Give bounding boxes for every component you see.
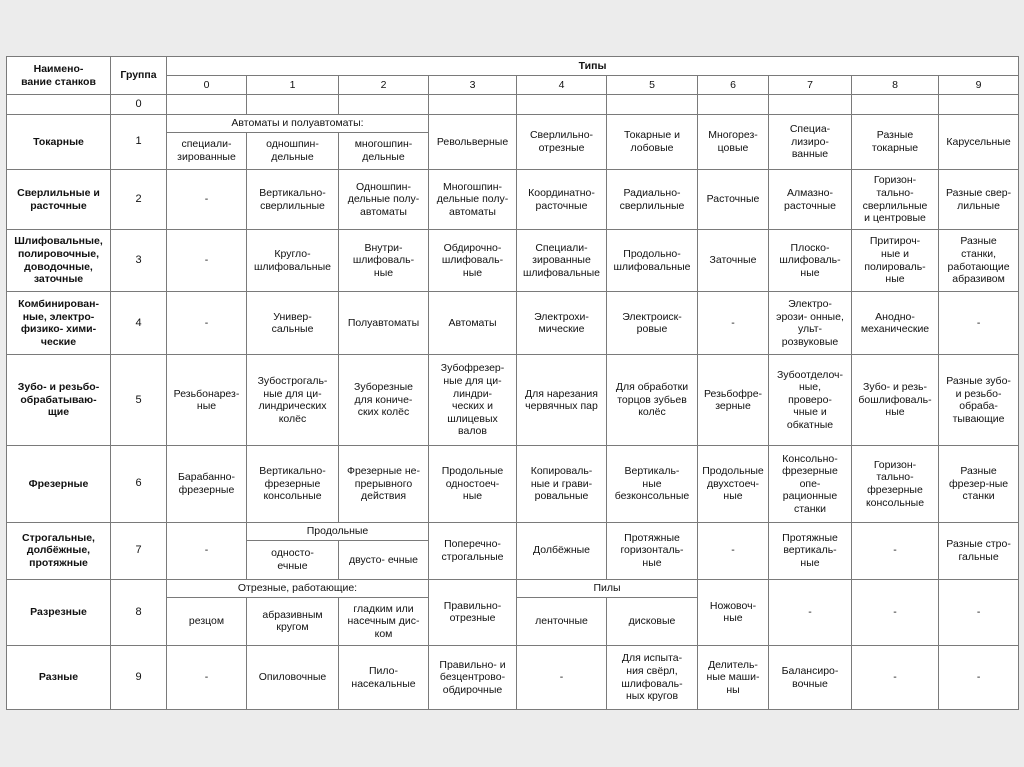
type-cell: Сверлильно- отрезные (517, 114, 607, 170)
type-cell: Разные стро- гальные (939, 522, 1019, 579)
type-cell: Кругло- шлифовальные (247, 229, 339, 292)
row-name: Зубо- и резьбо- обрабатываю- щие (7, 355, 111, 446)
type-cell: Для испыта- ния свёрл, шлифоваль- ных кругов (607, 646, 698, 710)
type-cell: - (939, 579, 1019, 646)
type-cell: Протяжные горизонталь- ные (607, 522, 698, 579)
row-name: Сверлильные и расточные (7, 170, 111, 230)
type-cell: Притироч- ные и полироваль- ные (852, 229, 939, 292)
type-cell: Автоматы (429, 292, 517, 355)
type-cell: Плоско- шлифоваль- ные (769, 229, 852, 292)
type-cell: Правильно- и безцентрово- обдирочные (429, 646, 517, 710)
type-cell: Зубофрезер- ные для ци- линдри- ческих и шлицевых валов (429, 355, 517, 446)
type-cell: Электрохи- мические (517, 292, 607, 355)
machine-classification-table (6, 56, 1019, 710)
type-cell: Алмазно- расточные (769, 170, 852, 230)
type-cell: Продольно- шлифовальные (607, 229, 698, 292)
span-label: Продольные (247, 522, 429, 540)
type-cell: Фрезерные не- прерывного действия (339, 446, 429, 523)
type-cell: Разные фрезер-ные станки (939, 446, 1019, 523)
span-label: Отрезные, работающие: (167, 579, 429, 597)
header-types: Типы (167, 57, 1019, 76)
type-cell: Разные токарные (852, 114, 939, 170)
type-cell: - (939, 292, 1019, 355)
type-cell: ленточные (517, 597, 607, 646)
row-name: Разрезные (7, 579, 111, 646)
type-cell: одношпин- дельные (247, 132, 339, 169)
type-cell: Вертикально- сверлильные (247, 170, 339, 230)
type-cell: Поперечно- строгальные (429, 522, 517, 579)
type-cell: Пило- насекальные (339, 646, 429, 710)
type-cell: Протяжные вертикаль- ные (769, 522, 852, 579)
type-cell: - (167, 229, 247, 292)
type-cell: Продольные одностоеч- ные (429, 446, 517, 523)
type-cell: - (852, 646, 939, 710)
empty-cell (167, 95, 247, 114)
type-cell: Ножовоч- ные (698, 579, 769, 646)
span-label: Автоматы и полуавтоматы: (167, 114, 429, 132)
type-cell: Зубострогаль- ные для ци- линдрических колёс (247, 355, 339, 446)
type-number: 2 (339, 76, 429, 95)
type-cell: Делитель- ные маши- ны (698, 646, 769, 710)
row-name: Разные (7, 646, 111, 710)
empty-cell (852, 95, 939, 114)
type-cell: односто- ечные (247, 541, 339, 579)
type-cell: Внутри- шлифоваль- ные (339, 229, 429, 292)
type-cell: Специа- лизиро- ванные (769, 114, 852, 170)
type-cell: многошпин- дельные (339, 132, 429, 169)
header-name-col: Наимено- вание станков (7, 57, 111, 95)
type-cell: Разные зубо- и резьбо- обраба- тывающие (939, 355, 1019, 446)
type-cell: - (167, 646, 247, 710)
row-group: 4 (111, 292, 167, 355)
type-cell: Обдирочно- шлифоваль- ные (429, 229, 517, 292)
type-cell: Многорез- цовые (698, 114, 769, 170)
type-cell: - (517, 646, 607, 710)
type-cell: - (852, 522, 939, 579)
empty-cell (517, 95, 607, 114)
type-cell: Электроиск- ровые (607, 292, 698, 355)
type-cell: - (167, 292, 247, 355)
type-number: 7 (769, 76, 852, 95)
type-cell: Заточные (698, 229, 769, 292)
type-cell: - (167, 170, 247, 230)
row-group: 8 (111, 579, 167, 646)
type-number: 4 (517, 76, 607, 95)
type-cell: Правильно- отрезные (429, 579, 517, 646)
type-cell: - (698, 292, 769, 355)
row-group: 1 (111, 114, 167, 170)
type-cell: Вертикаль- ные безконсольные (607, 446, 698, 523)
type-cell: Специали- зированные шлифовальные (517, 229, 607, 292)
empty-cell (939, 95, 1019, 114)
type-cell: Электро- эрози- онные, ульт- розвуковые (769, 292, 852, 355)
type-cell: Карусельные (939, 114, 1019, 170)
empty-cell (607, 95, 698, 114)
type-cell: - (167, 522, 247, 579)
row-group: 5 (111, 355, 167, 446)
type-cell: Разные свер- лильные (939, 170, 1019, 230)
type-number: 8 (852, 76, 939, 95)
type-cell: Резьбонарез- ные (167, 355, 247, 446)
row-group: 2 (111, 170, 167, 230)
row-group: 3 (111, 229, 167, 292)
type-cell: Вертикально- фрезерные консольные (247, 446, 339, 523)
header-group-col: Группа (111, 57, 167, 95)
type-number: 0 (167, 76, 247, 95)
type-cell: резцом (167, 597, 247, 646)
row-group: 7 (111, 522, 167, 579)
type-cell: Токарные и лобовые (607, 114, 698, 170)
type-cell: Опиловочные (247, 646, 339, 710)
type-cell: Балансиро- вочные (769, 646, 852, 710)
type-number: 6 (698, 76, 769, 95)
type-number: 1 (247, 76, 339, 95)
type-cell: специали- зированные (167, 132, 247, 169)
row-group: 9 (111, 646, 167, 710)
type-number: 5 (607, 76, 698, 95)
type-cell: Одношпин- дельные полу- автоматы (339, 170, 429, 230)
empty-cell (698, 95, 769, 114)
type-cell: - (852, 579, 939, 646)
empty-cell (7, 95, 111, 114)
type-cell: Разные станки, работающие абразивом (939, 229, 1019, 292)
type-cell: Для нарезания червячных пар (517, 355, 607, 446)
type-cell: дисковые (607, 597, 698, 646)
type-number: 3 (429, 76, 517, 95)
group-zero: 0 (111, 95, 167, 114)
row-name: Строгальные, долбёжные, протяжные (7, 522, 111, 579)
type-cell: Зубо- и резь- бошлифоваль- ные (852, 355, 939, 446)
type-cell: Расточные (698, 170, 769, 230)
type-cell: Универ- сальные (247, 292, 339, 355)
empty-cell (339, 95, 429, 114)
type-number: 9 (939, 76, 1019, 95)
type-cell: Долбёжные (517, 522, 607, 579)
type-cell: абразивным кругом (247, 597, 339, 646)
row-name: Фрезерные (7, 446, 111, 523)
row-group: 6 (111, 446, 167, 523)
row-name: Комбинирован- ные, электро- физико- хими- ческие (7, 292, 111, 355)
type-cell: Горизон- тально- фрезерные консольные (852, 446, 939, 523)
type-cell: Горизон- тально- сверлильные и центровые (852, 170, 939, 230)
type-cell: - (698, 522, 769, 579)
type-cell: двусто- ечные (339, 541, 429, 579)
type-cell: Анодно- механические (852, 292, 939, 355)
type-cell: Резьбофре- зерные (698, 355, 769, 446)
type-cell: гладким или насечным дис- ком (339, 597, 429, 646)
row-name: Шлифовальные, полировочные, доводочные, заточные (7, 229, 111, 292)
row-name: Токарные (7, 114, 111, 170)
type-cell: Зуборезные для кониче- ских колёс (339, 355, 429, 446)
empty-cell (247, 95, 339, 114)
type-cell: Копироваль- ные и грави- ровальные (517, 446, 607, 523)
type-cell: - (939, 646, 1019, 710)
type-cell: - (769, 579, 852, 646)
empty-cell (429, 95, 517, 114)
type-cell: Револьверные (429, 114, 517, 170)
type-cell: Консольно- фрезерные опе- рационные станки (769, 446, 852, 523)
span-label: Пилы (517, 579, 698, 597)
empty-cell (769, 95, 852, 114)
type-cell: Координатно- расточные (517, 170, 607, 230)
type-cell: Зубоотделоч- ные, проверо- чные и обкатные (769, 355, 852, 446)
type-cell: Радиально- сверлильные (607, 170, 698, 230)
type-cell: Барабанно- фрезерные (167, 446, 247, 523)
type-cell: Полуавтоматы (339, 292, 429, 355)
type-cell: Многошпин- дельные полу- автоматы (429, 170, 517, 230)
type-cell: Для обработки торцов зубьев колёс (607, 355, 698, 446)
type-cell: Продольные двухстоеч- ные (698, 446, 769, 523)
